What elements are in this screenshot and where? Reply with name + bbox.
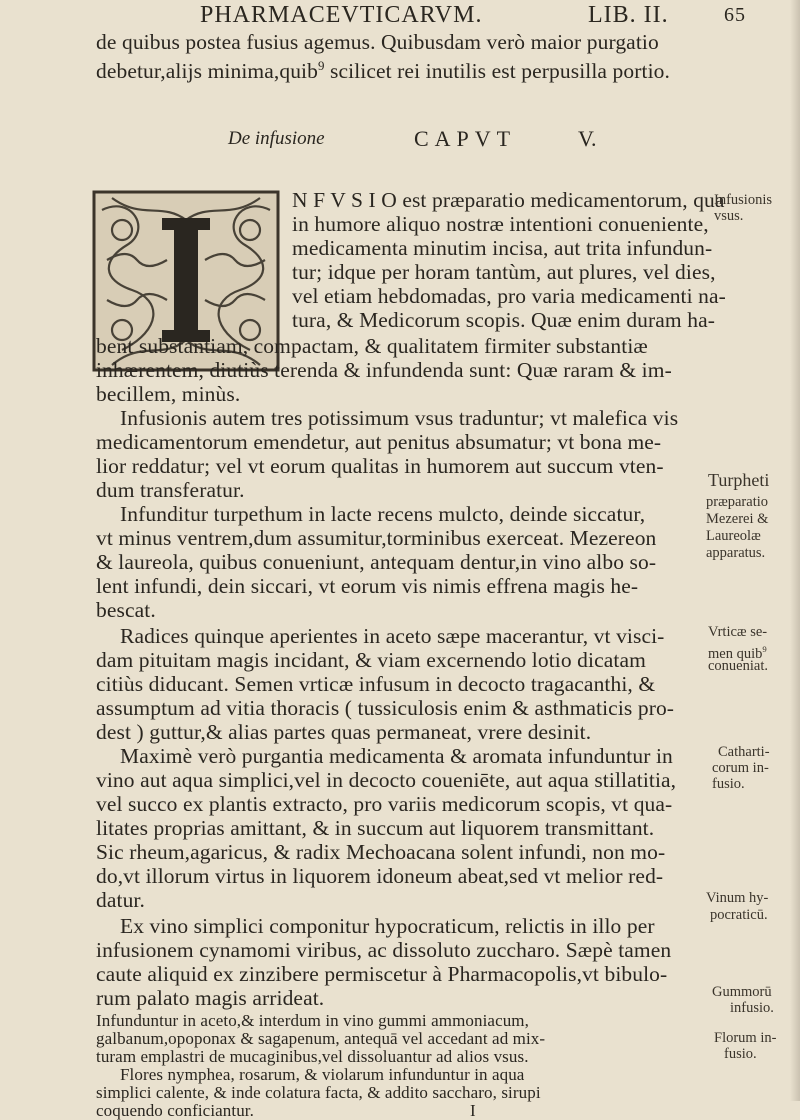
- text-line: Maximè verò purgantia medicamenta & aromata infunduntur in: [120, 744, 673, 768]
- margin-note: fusio.: [712, 776, 745, 792]
- text-line: & laureola, quibus conueniunt, antequam dentur,in vino albo so-: [96, 550, 657, 574]
- text-line: tura, & Medicorum scopis. Quæ enim duram ha-: [292, 308, 715, 332]
- text-line: rum palato magis arrideat.: [96, 986, 325, 1010]
- text-line: Infunduntur in aceto,& interdum in vino gummi ammoniacum,: [96, 1011, 529, 1030]
- margin-note: fusio.: [724, 1046, 757, 1062]
- text-line: Infusionis autem tres potissimum vsus traduntur; vt malefica vis: [120, 406, 679, 430]
- margin-note: conueniat.: [708, 658, 768, 674]
- text-line: vel succo ex plantis extracto, pro variis medicorum scopis, vt qua-: [96, 792, 673, 816]
- text-line: medicamentorum emendetur, aut penitus absumatur; vt bona me-: [96, 430, 662, 454]
- text-line: Ex vino simplici componitur hypocraticum, relictis in illo per: [120, 914, 655, 938]
- catchword: I: [470, 1101, 476, 1120]
- text-line: coquendo conficiantur.: [96, 1101, 254, 1120]
- margin-note: Vinum hy-: [706, 890, 769, 906]
- text-line: vt minus ventrem,dum assumitur,torminibus exerceat. Mezereon: [96, 526, 657, 550]
- margin-note: Florum in-: [714, 1030, 777, 1046]
- text-line: de quibus postea fusius agemus. Quibusdam verò maior purgatio: [96, 30, 659, 54]
- text-line: Radices quinque aperientes in aceto sæpe macerantur, vt visci-: [120, 624, 665, 648]
- running-title: PHARMACEVTICARVM.: [200, 2, 483, 28]
- margin-note: Catharti-: [718, 744, 770, 760]
- text-line: Flores nymphea, rosarum, & violarum infunduntur in aqua: [120, 1065, 525, 1084]
- text-line: litates proprias amittant, & in succum aut liquorem transmittant.: [96, 816, 655, 840]
- text-line: inhærentem, diutiùs terenda & infundenda sunt: Quæ raram & im-: [96, 358, 672, 382]
- page-number: 65: [724, 4, 746, 26]
- margin-note: men quib$^9$: [708, 644, 767, 662]
- book-number: LIB. II.: [588, 2, 669, 28]
- text-line: infusionem cynamomi viribus, ac dissoluto zuccharo. Sæpè tamen: [96, 938, 672, 962]
- text-line: Infunditur turpethum in lacte recens mulcto, deinde siccatur,: [120, 502, 646, 526]
- initial-letter: I: [186, 286, 187, 287]
- text-line: turam emplastri de mucaginibus,vel dissoluantur ad alios vsus.: [96, 1047, 529, 1066]
- margin-note: corum in-: [712, 760, 769, 776]
- chapter-number: V.: [578, 126, 597, 151]
- text-line: bent substantiam, compactam, & qualitatem firmiter substantiæ: [96, 334, 648, 358]
- text-line: lior reddatur; vel vt eorum qualitas in humorem aut succum vten-: [96, 454, 664, 478]
- text-line: do,vt illorum virtus in liquorem idoneum abeat,sed vt melior red-: [96, 864, 664, 888]
- text-line: tur; idque per horam tantùm, aut plures, vel dies,: [292, 260, 716, 284]
- margin-note: Turpheti: [708, 470, 770, 490]
- chapter-caput: CAPVT: [414, 126, 517, 151]
- margin-note: præparatio: [706, 494, 769, 510]
- running-header: [200, 2, 760, 28]
- text-line: in humore aliquo nostræ intentioni conueniente,: [292, 212, 709, 236]
- margin-note: Gummorū: [712, 984, 772, 1000]
- chapter-heading: [228, 126, 648, 156]
- text-line: galbanum,opoponax & sagapenum, antequā vel accedant ad mix-: [96, 1029, 546, 1048]
- text-line: bescat.: [96, 598, 156, 622]
- margin-note: infusio.: [730, 1000, 774, 1016]
- text-line: N F V S I O est præparatio medicamentorum, qua: [292, 188, 725, 212]
- page-edge-shadow: [790, 0, 800, 1101]
- text-line: lent infundi, dein siccari, vt eorum vis nimis effrena magis he-: [96, 574, 639, 598]
- text-line: vino aut aqua simplici,vel in decocto coueniēte, aut aqua stillatitia,: [96, 768, 677, 792]
- text-line: dest ) guttur,& alias partes quas permaneat, vrere desinit.: [96, 720, 592, 744]
- text-line: debetur,alijs minima,quib$^9$ scilicet rei inutilis est perpusilla portio.: [96, 59, 670, 84]
- margin-note: Mezerei &: [706, 511, 769, 527]
- text-line: citiùs diducant. Semen vrticæ infusum in decocto tragacanthi, &: [96, 672, 656, 696]
- text-line: medicamenta minutim incisa, aut trita infundun-: [292, 236, 713, 260]
- text-line: simplici calente, & inde colatura facta, & addito saccharo, sirupi: [96, 1083, 541, 1102]
- margin-note: pocraticū.: [710, 907, 768, 923]
- text-line: caute aliquid ex zinzibere permiscetur à Pharmacopolis,vt bibulo-: [96, 962, 668, 986]
- margin-note: vsus.: [714, 208, 744, 224]
- margin-note: apparatus.: [706, 545, 766, 561]
- text-line: Sic rheum,agaricus, & radix Mechoacana solent infundi, non mo-: [96, 840, 666, 864]
- margin-note: Infusionis: [714, 192, 772, 208]
- text-line: dum transferatur.: [96, 478, 245, 502]
- margin-note: Vrticæ se-: [708, 624, 768, 640]
- chapter-prefix: De infusione: [228, 128, 325, 149]
- text-line: datur.: [96, 888, 145, 912]
- margin-note: Laureolæ: [706, 528, 761, 544]
- text-line: vel etiam hebdomadas, pro varia medicamenti na-: [292, 284, 726, 308]
- text-line: becillem, minùs.: [96, 382, 241, 406]
- text-line: dam pituitam magis incidant, & viam excernendo lotio dicatam: [96, 648, 646, 672]
- text-line: assumptum ad vitia thoracis ( tussiculosis enim & asthmaticis pro-: [96, 696, 675, 720]
